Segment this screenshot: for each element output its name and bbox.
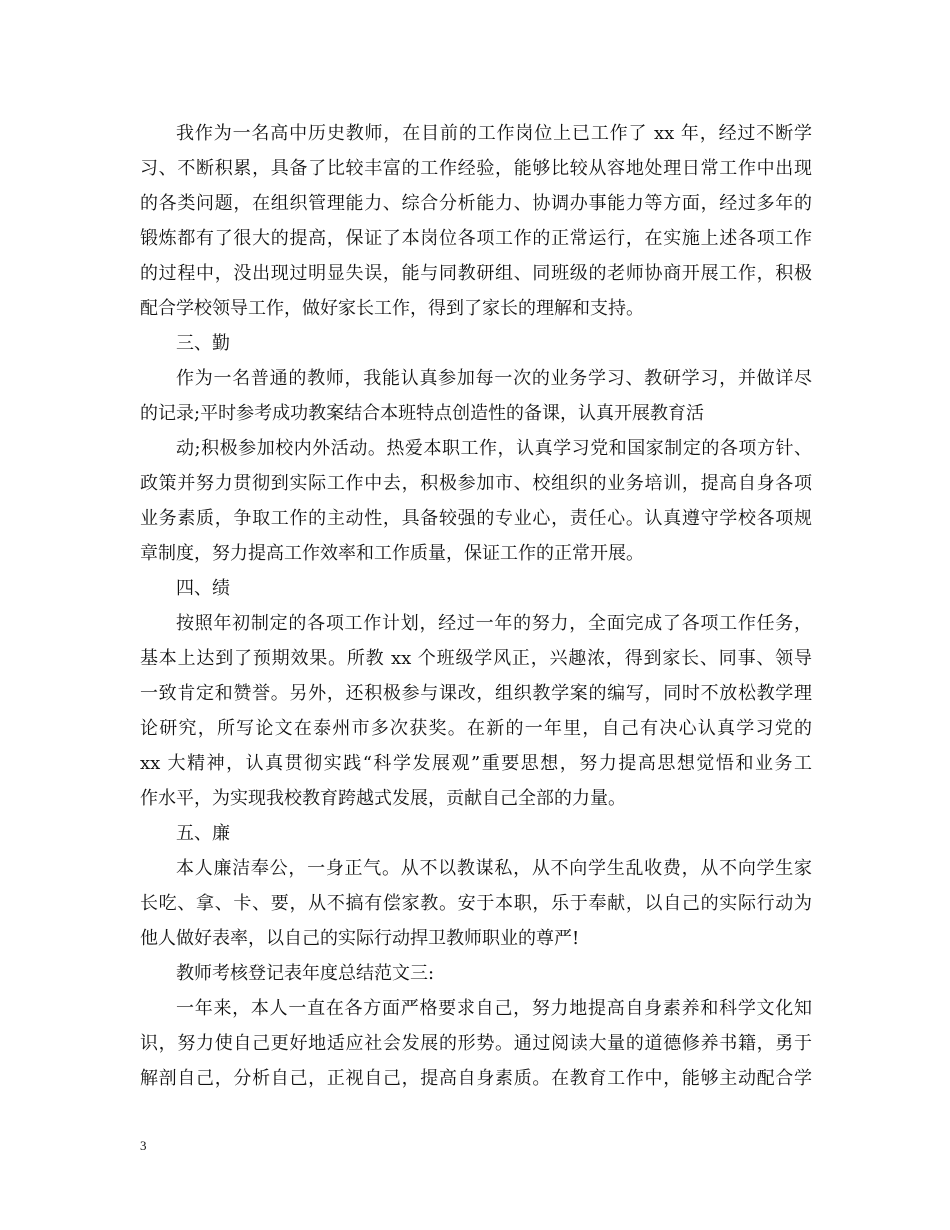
paragraph-line: 按照年初制定的各项工作计划，经过一年的努力，全面完成了各项工作任务， [176,613,812,634]
paragraph-line: 作水平，为实现我校教育跨越式发展，贡献自己全部的力量。 [140,788,626,809]
section-heading: 三、勤 [176,333,230,354]
paragraph-line: 政策并努力贯彻到实际工作中去，积极参加市、校组织的业务培训，提高自身各项 [140,473,812,494]
paragraph-line: 锻炼都有了很大的提高，保证了本岗位各项工作的正常运行，在实施上述各项工作 [140,228,812,249]
paragraph-line: 的各类问题，在组织管理能力、综合分析能力、协调办事能力等方面，经过多年的 [140,193,812,214]
paragraph-line: 作为一名普通的教师，我能认真参加每一次的业务学习、教研学习，并做详尽 [176,368,812,389]
paragraph-line: 习、不断积累，具备了比较丰富的工作经验，能够比较从容地处理日常工作中出现 [140,158,812,179]
paragraph-line: 长吃、拿、卡、要，从不搞有偿家教。安于本职，乐于奉献，以自己的实际行动为 [140,893,812,914]
section-heading: 五、廉 [176,823,230,844]
paragraph-line: 一致肯定和赞誉。另外，还积极参与课改，组织教学案的编写，同时不放松教学理 [140,683,812,704]
paragraph-line: 的记录;平时参考成功教案结合本班特点创造性的备课，认真开展教育活 [140,403,705,424]
paragraph-line: 基本上达到了预期效果。所教 xx 个班级学风正，兴趣浓，得到家长、同事、领导 [140,648,812,669]
paragraph-line: 我作为一名高中历史教师，在目前的工作岗位上已工作了 xx 年，经过不断学 [176,123,812,144]
page-number: 3 [140,1138,147,1153]
paragraph-line: 配合学校领导工作，做好家长工作，得到了家长的理解和支持。 [140,298,644,319]
paragraph-line: 业务素质，争取工作的主动性，具备较强的专业心，责任心。认真遵守学校各项规 [140,508,812,529]
paragraph-line: 一年来，本人一直在各方面严格要求自己，努力地提高自身素养和科学文化知 [176,998,812,1019]
section-heading: 四、绩 [176,578,230,599]
paragraph-line: 识，努力使自己更好地适应社会发展的形势。通过阅读大量的道德修养书籍，勇于 [140,1033,812,1054]
paragraph-line: 他人做好表率，以自己的实际行动捍卫教师职业的尊严! [140,928,580,949]
section-heading: 教师考核登记表年度总结范文三: [176,963,435,984]
paragraph-line: xx 大精神，认真贯彻实践“科学发展观”重要思想，努力提高思想觉悟和业务工 [140,753,812,774]
paragraph-line: 动;积极参加校内外活动。热爱本职工作，认真学习党和国家制定的各项方针、 [176,438,812,459]
paragraph-line: 本人廉洁奉公，一身正气。从不以教谋私，从不向学生乱收费，从不向学生家 [176,858,812,879]
paragraph-line: 章制度，努力提高工作效率和工作质量，保证工作的正常开展。 [140,543,644,564]
paragraph-line: 论研究，所写论文在泰州市多次获奖。在新的一年里，自己有决心认真学习党的 [140,718,812,739]
paragraph-line: 解剖自己，分析自己，正视自己，提高自身素质。在教育工作中，能够主动配合学 [140,1068,812,1089]
paragraph-line: 的过程中，没出现过明显失误，能与同教研组、同班级的老师协商开展工作，积极 [140,263,812,284]
document-body [140,116,812,1096]
